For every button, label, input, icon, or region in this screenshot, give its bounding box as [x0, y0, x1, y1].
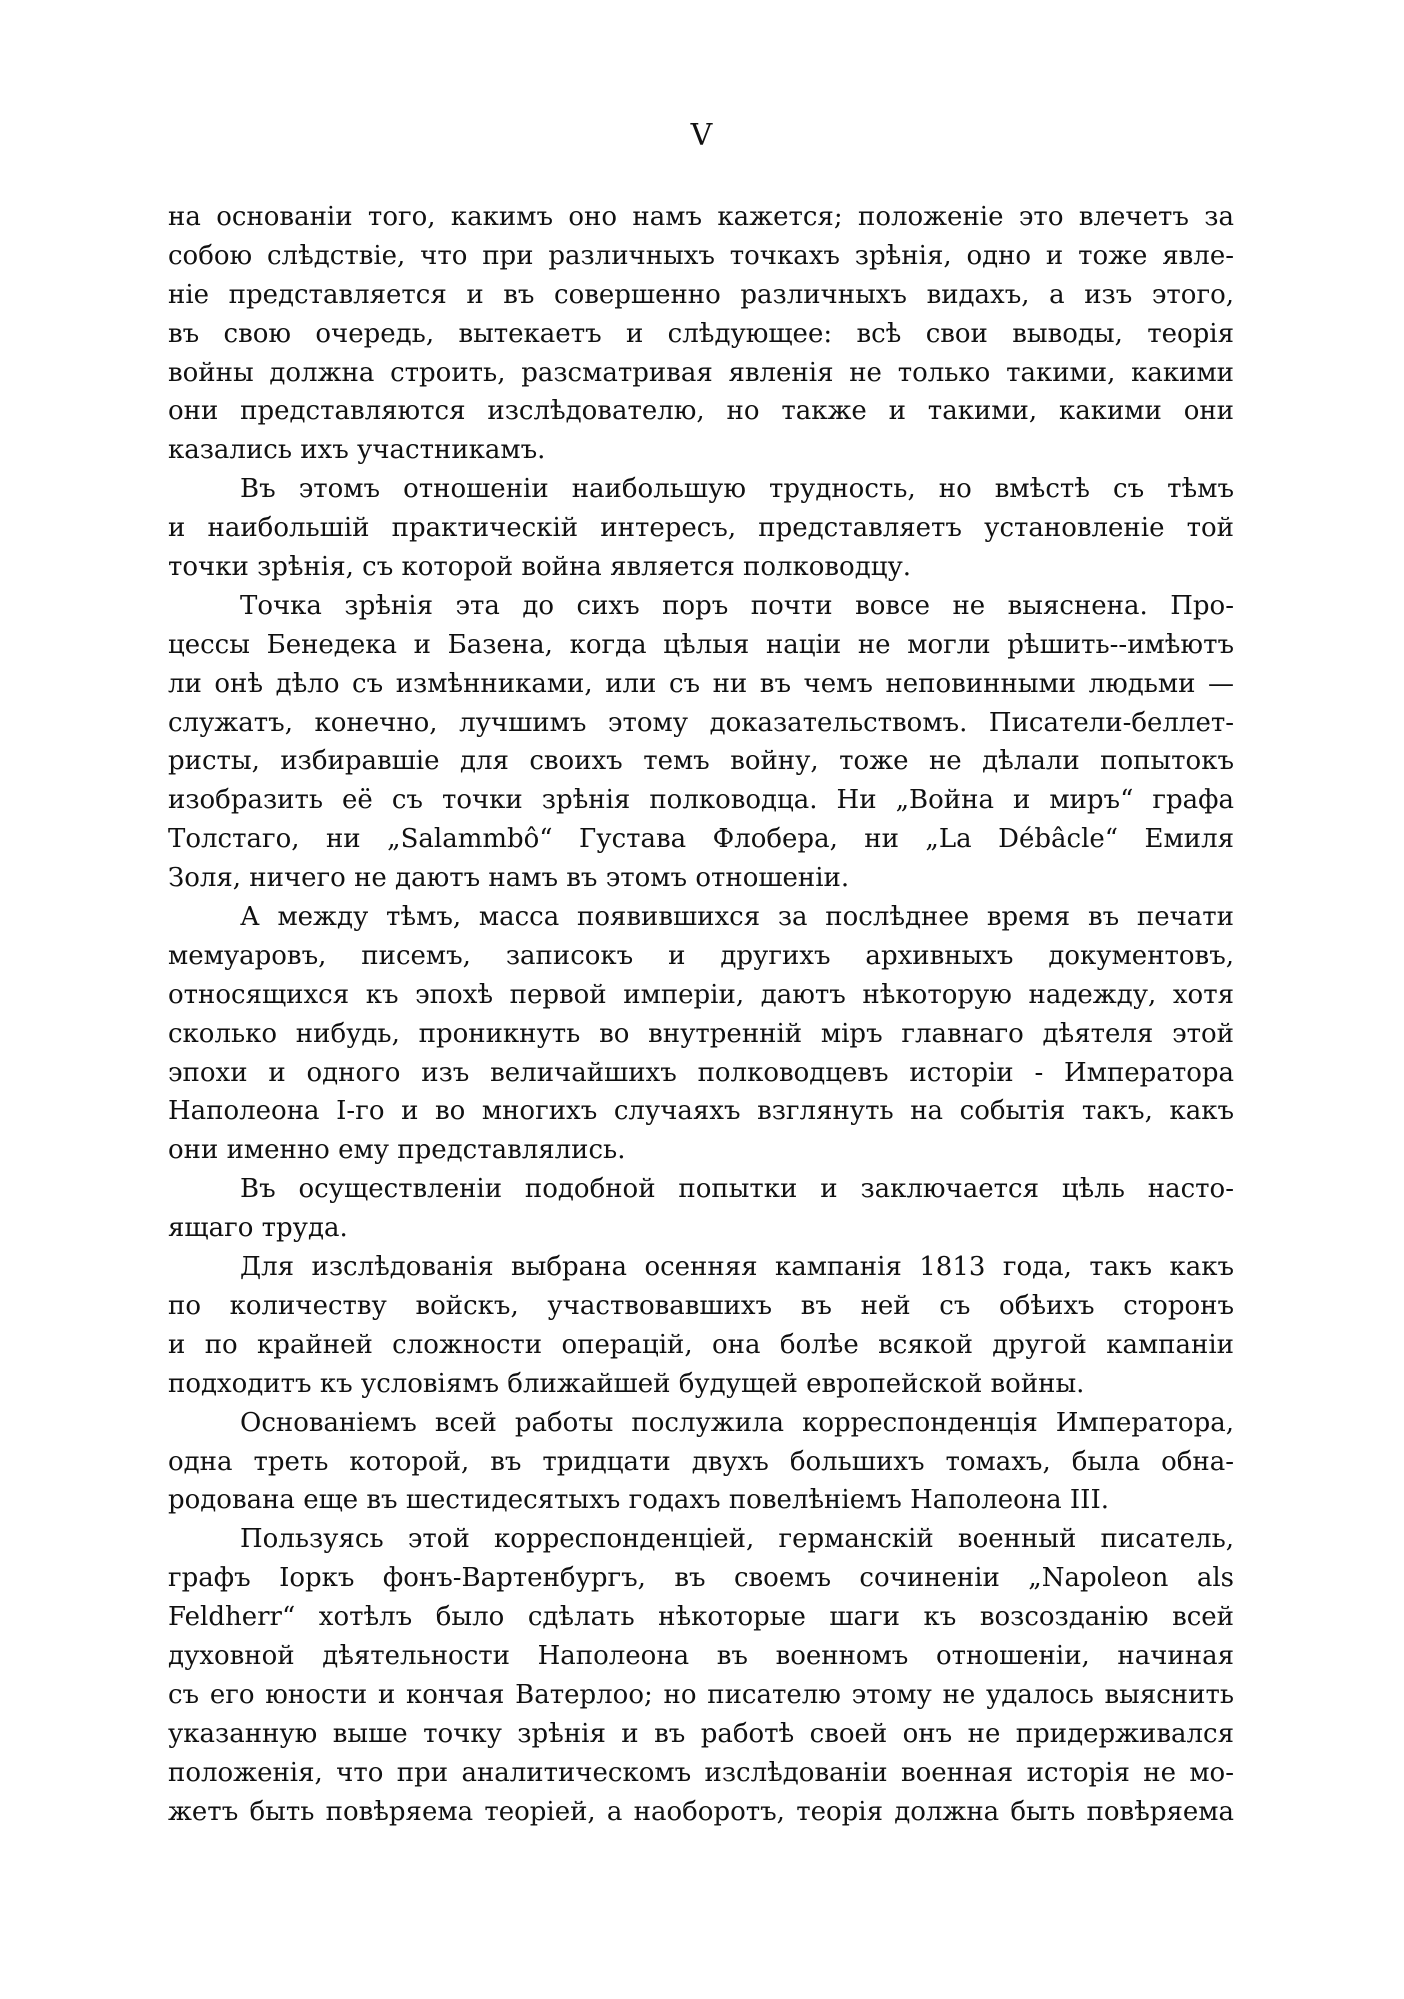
text-line: Золя, ничего не даютъ намъ въ этомъ отношеніи. — [168, 863, 850, 894]
text-line: А между тѣмъ, масса появившихся за послѣднее время въ печати — [240, 902, 1234, 933]
text-line: подходитъ къ условіямъ ближайшей будущей европейской войны. — [168, 1368, 1085, 1399]
text-line: съ его юности и кончая Ватерлоо; но писателю этому не удалось выяснить — [168, 1679, 1234, 1710]
text-line: Наполеона I-го и во многихъ случаяхъ взглянуть на событія такъ, какъ — [168, 1096, 1234, 1127]
text-line: Для изслѣдованія выбрана осенняя кампанія 1813 года, такъ какъ — [240, 1252, 1234, 1283]
paragraph — [168, 1404, 1234, 1521]
text-line: Въ этомъ отношеніи наибольшую трудность, но вмѣстѣ съ тѣмъ — [240, 474, 1234, 505]
text-line: точки зрѣнія, съ которой война является полководцу. — [168, 552, 912, 583]
body-text — [168, 198, 1234, 1831]
text-line: и по крайней сложности операцій, она болѣе всякой другой кампаніи — [168, 1329, 1234, 1360]
text-line: мемуаровъ, писемъ, записокъ и другихъ архивныхъ документовъ, — [168, 940, 1234, 971]
text-line: казались ихъ участникамъ. — [168, 435, 546, 466]
text-line: войны должна строить, разсматривая явленія не только такими, какими — [168, 357, 1234, 388]
paragraph — [168, 470, 1234, 587]
text-line: ристы, избиравшіе для своихъ темъ войну, тоже не дѣлали попытокъ — [168, 746, 1234, 777]
text-line: Точка зрѣнія эта до сихъ поръ почти вовсе не выяснена. Про- — [240, 590, 1234, 621]
text-line: въ свою очередь, вытекаетъ и слѣдующее: всѣ свои выводы, теорія — [168, 318, 1234, 349]
text-line: цессы Бенедека и Базена, когда цѣлыя націи не могли рѣшить--имѣютъ — [168, 629, 1234, 660]
text-line: Feldherr“ хотѣлъ было сдѣлать нѣкоторые шаги къ возсозданію всей — [168, 1602, 1234, 1633]
paragraph — [168, 1248, 1234, 1404]
text-line: на основаніи того, какимъ оно намъ кажется; положеніе это влечетъ за — [168, 202, 1234, 232]
text-line: Толстаго, ни „Salammbô“ Густава Флобера, ни „La Débâcle“ Емиля — [168, 824, 1234, 855]
text-line: родована еще въ шестидесятыхъ годахъ повелѣніемъ Наполеона III. — [168, 1485, 1109, 1516]
text-line: ніе представляется и въ совершенно различныхъ видахъ, а изъ этого, — [168, 279, 1234, 310]
text-line: они именно ему представлялись. — [168, 1135, 626, 1166]
text-line: духовной дѣятельности Наполеона въ военномъ отношеніи, начиная — [168, 1640, 1234, 1671]
text-line: Основаніемъ всей работы послужила корреспонденція Императора, — [240, 1407, 1234, 1438]
text-line: по количеству войскъ, участвовавшихъ въ ней съ обѣихъ сторонъ — [168, 1290, 1234, 1321]
text-line: изобразить её съ точки зрѣнія полководца. Ни „Война и миръ“ графа — [168, 785, 1234, 816]
text-line: и наибольшій практическій интересъ, представляетъ установленіе той — [168, 513, 1234, 544]
text-line: ли онѣ дѣло съ измѣнниками, или съ ни въ чемъ неповинными людьми — — [168, 668, 1234, 699]
paragraph — [168, 587, 1234, 898]
text-line: графъ Іоркъ фонъ-Вартенбургъ, въ своемъ сочиненіи „Napoleon als — [168, 1563, 1234, 1594]
text-line: служатъ, конечно, лучшимъ этому доказательствомъ. Писатели-беллет- — [168, 707, 1234, 738]
paragraph — [168, 1520, 1234, 1831]
text-line: сколько нибудь, проникнуть во внутренній міръ главнаго дѣятеля этой — [168, 1018, 1234, 1049]
paragraph — [168, 1170, 1234, 1248]
text-line: одна треть которой, въ тридцати двухъ большихъ томахъ, была обна- — [168, 1446, 1234, 1477]
text-line: они представляются изслѣдователю, но также и такими, какими они — [168, 396, 1234, 427]
page-number: V — [690, 118, 714, 153]
text-line: положенія, что при аналитическомъ изслѣдованіи военная исторія не мо- — [168, 1757, 1234, 1788]
text-line: эпохи и одного изъ величайшихъ полководцевъ исторіи - Императора — [168, 1057, 1234, 1088]
paragraph — [168, 898, 1234, 1170]
text-line: жетъ быть повѣряема теоріей, а наоборотъ, теорія должна быть повѣряема — [168, 1796, 1234, 1827]
text-line: Пользуясь этой корреспонденціей, германскій военный писатель, — [240, 1524, 1234, 1555]
text-line: ящаго труда. — [168, 1213, 348, 1244]
text-line: указанную выше точку зрѣнія и въ работѣ своей онъ не придерживался — [168, 1718, 1234, 1749]
text-line: Въ осуществленіи подобной попытки и заключается цѣль насто- — [240, 1174, 1234, 1205]
text-line: собою слѣдствіе, что при различныхъ точкахъ зрѣнія, одно и тоже явле- — [168, 240, 1234, 271]
text-line: относящихся къ эпохѣ первой имперіи, даютъ нѣкоторую надежду, хотя — [168, 979, 1234, 1010]
paragraph — [168, 198, 1234, 470]
